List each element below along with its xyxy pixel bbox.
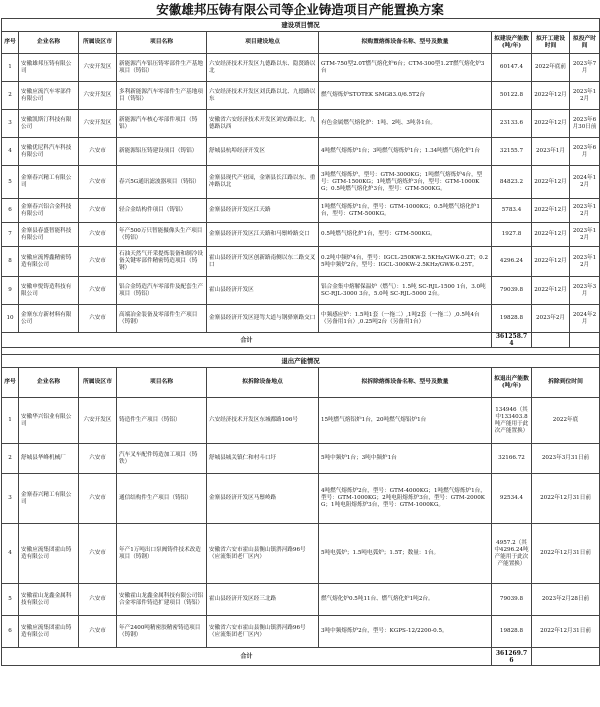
exit-cell: 2 (2, 444, 19, 474)
build-cell: 安徽雄邦压铸有限公司 (19, 54, 79, 82)
build-cell: 3 (2, 110, 19, 138)
build-cell: 六安开发区 (79, 82, 117, 110)
exit-cell: 安徽省六安市霍山县衡山镇淠河路96号（应流集团老厂区内） (207, 616, 319, 648)
exit-table-row (2, 444, 600, 474)
exit-column-header: 序号 (2, 368, 19, 398)
exit-total-label: 合计 (2, 648, 492, 666)
build-column-header: 项目建设地点 (207, 32, 319, 54)
exit-column-header: 企业名称 (19, 368, 79, 398)
build-cell: 19828.8 (492, 305, 532, 333)
exit-cell: 32166.72 (492, 444, 532, 474)
exit-cell: 霍山县经济开发区经三北路 (207, 584, 319, 616)
build-column-header: 拟开工建设时间 (532, 32, 570, 54)
build-cell: 铝合金铸造汽车零部件及配套生产项目（铸铝） (117, 277, 207, 305)
exit-cell: 2023年2月28日前 (532, 584, 600, 616)
exit-cell: 安徽省六安市霍山县衡山镇淠河路96号（应流集团老厂区内） (207, 524, 319, 584)
build-cell: 2022年12月 (532, 199, 570, 223)
build-cell: 金寨东方新材料有限公司 (19, 305, 79, 333)
exit-column-header: 所属设区市 (79, 368, 117, 398)
build-cell: 六安市 (79, 305, 117, 333)
exit-cell: 铸造件生产项目（铸铝） (117, 398, 207, 444)
build-cell: 安徽应流汽车零部件有限公司 (19, 82, 79, 110)
build-cell: 金寨春兴精工有限公司 (19, 166, 79, 199)
build-cell: 2023年6月 (570, 138, 600, 166)
build-cell: 2023年12月 (570, 82, 600, 110)
exit-cell: 安徽应流集团霍山铸造有限公司 (19, 616, 79, 648)
section-header-row (2, 355, 600, 368)
build-cell: 79039.8 (492, 277, 532, 305)
build-cell: 金寨县经济开发区江天路和马鬃岭路交口 (207, 223, 319, 247)
build-table-row (2, 54, 600, 82)
empty-cell (570, 333, 600, 348)
exit-cell: 5吨中频炉1台；3吨中频炉1台 (319, 444, 492, 474)
exit-cell: 金寨县经济开发区马鬃岭路 (207, 474, 319, 524)
build-cell: 4吨燃气熔炼炉1台；3吨燃气熔炼炉1台；1.34吨燃气熔化炉1台 (319, 138, 492, 166)
build-total-value: 361258.74 (492, 333, 532, 348)
build-cell: 2023年1月 (532, 138, 570, 166)
build-table-row (2, 138, 600, 166)
build-total-row (2, 333, 600, 348)
build-total-label: 合计 (2, 333, 492, 348)
build-cell: 2022年12月 (532, 223, 570, 247)
build-cell: 霍山县经济开发区创新路南侧以东二路交叉口 (207, 247, 319, 277)
exit-cell: 金寨春兴精工有限公司 (19, 474, 79, 524)
spacer-cell (2, 348, 600, 355)
build-cell: 金寨春兴铝合金科技有限公司 (19, 199, 79, 223)
exit-cell: 六安开发区 (79, 398, 117, 444)
build-cell: 金寨县现代产业园，金寨县长江路以东、重冲路以北 (207, 166, 319, 199)
build-cell: 舒城县杭埠经济开发区 (207, 138, 319, 166)
exit-cell: 通信结构件生产项目（铸铝） (117, 474, 207, 524)
exit-cell: 4吨燃气熔炼炉2台，型号：GTM-4000KG；1吨燃气熔炼炉1台，型号：GTM-1000KG；2吨电阻熔炼炉3台，型号：GTM-2000KG；1吨电阻熔炼炉3台，型号：GTM-1000KG。 (319, 474, 492, 524)
exit-table-row (2, 584, 600, 616)
exit-table-row (2, 616, 600, 648)
exit-table-row (2, 398, 600, 444)
build-column-header: 拟购置熔炼设备名称、型号及数量 (319, 32, 492, 54)
build-column-header: 企业名称 (19, 32, 79, 54)
build-cell: 8 (2, 247, 19, 277)
exit-table-row (2, 474, 600, 524)
exit-column-header: 项目名称 (117, 368, 207, 398)
exit-column-header: 拆除到位时间 (532, 368, 600, 398)
build-table-row (2, 277, 600, 305)
build-cell: 84823.2 (492, 166, 532, 199)
build-cell: 高端冶金装备及零部件生产项目（铸钢） (117, 305, 207, 333)
exit-cell: 汽车叉车配件铸造加工项目（铸铁） (117, 444, 207, 474)
build-cell: 23133.6 (492, 110, 532, 138)
exit-cell: 6 (2, 616, 19, 648)
build-cell: 2 (2, 82, 19, 110)
build-cell: 1吨燃气熔炼炉1台，型号：GTM-1000KG；0.5吨燃气熔化炉1台，型号：GTM-500KG。 (319, 199, 492, 223)
exit-cell: 年产2400吨精密胶精密铸造项目（铸钢） (117, 616, 207, 648)
build-cell: 年产500万只智能摄像头生产项目（铸铝） (117, 223, 207, 247)
exit-cell: 2023年3月31日前 (532, 444, 600, 474)
build-cell: 2024年12月 (570, 166, 600, 199)
exit-cell: 舒城县华峰机械厂 (19, 444, 79, 474)
build-table-row (2, 223, 600, 247)
build-cell: 2022年12月 (532, 110, 570, 138)
build-cell: GTM-750型2.0T燃气熔化炉6台；CTM-300型1.2T燃气熔化炉3台 (319, 54, 492, 82)
exit-total-row (2, 648, 600, 666)
build-cell: 2024年2月 (570, 305, 600, 333)
build-cell: 轻合金结构件项目（铸铝） (117, 199, 207, 223)
build-cell: 2023年12月 (570, 199, 600, 223)
build-cell: 10 (2, 305, 19, 333)
build-cell: 春兴5G通讯滤波器项目（铸铝） (117, 166, 207, 199)
build-cell: 六安开发区 (79, 54, 117, 82)
exit-cell: 六安市 (79, 616, 117, 648)
column-header-row (2, 368, 600, 398)
build-cell: 六安市 (79, 247, 117, 277)
build-cell: 石油天然气开采提炼装备和制冷设备关键零部件精密铸造项目（铸钢） (117, 247, 207, 277)
build-table-row (2, 247, 600, 277)
build-cell: 金寨县春盛智能科技有限公司 (19, 223, 79, 247)
exit-section-title: 退出产能情况 (2, 355, 600, 368)
build-table-row (2, 305, 600, 333)
exit-cell: 六安市 (79, 474, 117, 524)
build-cell: 新能源汽车铝压铸零部件生产基地项目（铸铝） (117, 54, 207, 82)
exit-cell: 六安市 (79, 524, 117, 584)
build-cell: 32155.7 (492, 138, 532, 166)
build-cell: 六安开发区 (79, 110, 117, 138)
build-cell: 安徽优尼科汽车科技有限公司 (19, 138, 79, 166)
build-cell: 0.5吨燃气熔化炉1台，型号：GTM-500KG。 (319, 223, 492, 247)
build-cell: 金寨县经济开发区江天路 (207, 199, 319, 223)
build-cell: 2023年12月 (570, 223, 600, 247)
build-cell: 0.2吨中频炉4台，型号：IGCL-250KW-2.5KHz/GWK-0.2T；0.25吨中频炉2台，型号：IGCL-300KW-2.5KHz/GWK-0.25T。 (319, 247, 492, 277)
build-section-title: 建设项目情况 (2, 19, 600, 32)
build-table-row (2, 110, 600, 138)
exit-table-row (2, 524, 600, 584)
build-cell: 2022年底前 (532, 54, 570, 82)
build-cell: 1927.8 (492, 223, 532, 247)
exit-cell: 134946（其中133403.8吨产能用于此次产能置换） (492, 398, 532, 444)
exit-cell: 3 (2, 474, 19, 524)
build-cell: 金寨县经济开发区迎驾大道与钢驿寨路交口 (207, 305, 319, 333)
build-cell: 4296.24 (492, 247, 532, 277)
build-cell: 中频感应炉：1.5吨1套（一拖二）,1吨2套（一拖二）,0.5吨4台（另备用1台）,0.25吨2台（另备用1台） (319, 305, 492, 333)
empty-cell (532, 648, 600, 666)
exit-cell: 5 (2, 584, 19, 616)
build-table-row (2, 166, 600, 199)
build-cell: 新能源铝压铸建设项目（铸铝） (117, 138, 207, 166)
exit-cell: 2022年12月31日前 (532, 616, 600, 648)
exit-cell: 4 (2, 524, 19, 584)
build-cell: 2022年12月 (532, 166, 570, 199)
spacer-row (2, 348, 600, 355)
build-column-header: 序号 (2, 32, 19, 54)
build-cell: 燃气熔炼炉STOTEK SMG83.0/6.5T2台 (319, 82, 492, 110)
exit-column-header: 拟拆除熔炼设备名称、型号及数量 (319, 368, 492, 398)
build-table-row (2, 82, 600, 110)
build-cell: 六安市 (79, 138, 117, 166)
exit-cell: 15吨燃气熔铝炉1台，20吨燃气熔铝炉1台 (319, 398, 492, 444)
exit-cell: 年产1万吨出口泵阀铸件技术改造项目（铸钢） (117, 524, 207, 584)
exit-cell: 2022年12月31日前 (532, 524, 600, 584)
exit-cell: 19828.8 (492, 616, 532, 648)
exit-column-header: 拟拆除设备地点 (207, 368, 319, 398)
build-cell: 安徽申悦铸造科技有限公司 (19, 277, 79, 305)
build-cell: 2023年2月 (532, 305, 570, 333)
build-cell: 3吨燃气熔炼炉，型号：GTM-3000KG；1吨燃气熔炼炉4台，型号：GTM-1500KG；1吨燃气熔炼炉3台，型号：GTM-1000KG；0.5吨燃气熔化炉3台，型号：GTM-500KG。 (319, 166, 492, 199)
exit-cell: 舒城县城关镇仁和村斗口圩 (207, 444, 319, 474)
exit-total-value: 361269.76 (492, 648, 532, 666)
build-cell: 2023年6月30日前 (570, 110, 600, 138)
exit-cell: 六安市 (79, 584, 117, 616)
build-cell: 5783.4 (492, 199, 532, 223)
column-header-row (2, 32, 600, 54)
build-cell: 六安市 (79, 223, 117, 247)
build-cell: 1 (2, 54, 19, 82)
build-column-header: 拟投产时间 (570, 32, 600, 54)
build-column-header: 拟建设产能数(吨/年) (492, 32, 532, 54)
exit-cell: 安徽应流集团霍山铸造有限公司 (19, 524, 79, 584)
exit-cell: 安徽霍山龙鑫金属科技有限公司 (19, 584, 79, 616)
build-cell: 50122.8 (492, 82, 532, 110)
exit-cell: 六安市 (79, 444, 117, 474)
build-cell: 铝合金集中熔解保温炉（燃气）：1.5吨 SC-RJL-1500 1台，3.0吨 SC-RJL-3000 3台，5.0吨 SC-RJL-5000 2台。 (319, 277, 492, 305)
build-cell: 60147.4 (492, 54, 532, 82)
build-table-row (2, 199, 600, 223)
exit-cell: 燃气熔化炉0.5吨11台、燃气熔化炉1吨2台。 (319, 584, 492, 616)
build-cell: 六安市 (79, 277, 117, 305)
exit-cell: 1 (2, 398, 19, 444)
build-cell: 2023年12月 (570, 247, 600, 277)
build-cell: 安徽省六安经济技术开发区刘安路以北、九德路以西 (207, 110, 319, 138)
empty-cell (532, 333, 570, 348)
build-cell: 安徽应流博鑫精密铸造有限公司 (19, 247, 79, 277)
build-cell: 有色金属燃气熔化炉：1吨、2吨、3吨各1台。 (319, 110, 492, 138)
build-cell: 2022年12月 (532, 247, 570, 277)
build-cell: 六安市 (79, 199, 117, 223)
build-cell: 新能源汽车核心零部件项目（铸铝） (117, 110, 207, 138)
exit-column-header: 拟退出产能数(吨/年) (492, 368, 532, 398)
exit-cell: 2022年12月31日前 (532, 474, 600, 524)
capacity-table (1, 18, 600, 666)
build-cell: 多利新能源汽车零部件生产基地项目（铸铝） (117, 82, 207, 110)
build-cell: 9 (2, 277, 19, 305)
build-cell: 4 (2, 138, 19, 166)
build-cell: 六安经济技术开发区刘氏路以北、九德路以东 (207, 82, 319, 110)
exit-cell: 92534.4 (492, 474, 532, 524)
build-cell: 7 (2, 223, 19, 247)
exit-cell: 安徽华兴铝业有限公司 (19, 398, 79, 444)
build-cell: 安徽凯斯汀科技有限公司 (19, 110, 79, 138)
build-cell: 2022年12月 (532, 82, 570, 110)
exit-cell: 六安经济技术开发区东城都路106号 (207, 398, 319, 444)
exit-cell: 4957.2（其中4296.24吨产能用于此次产能置换） (492, 524, 532, 584)
exit-cell: 5吨电弧炉；1.5吨电弧炉；1.5T；数量：1台。 (319, 524, 492, 584)
build-cell: 2022年12月 (532, 277, 570, 305)
build-cell: 六安市 (79, 166, 117, 199)
build-cell: 六安经济技术开发区九德路以东、隐贤路以北 (207, 54, 319, 82)
build-cell: 2023年7月 (570, 54, 600, 82)
build-cell: 2023年3月 (570, 277, 600, 305)
exit-cell: 3吨中频熔炼炉2台，型号：KGPS-12/2200-0.5。 (319, 616, 492, 648)
build-cell: 5 (2, 166, 19, 199)
document-title: 安徽雄邦压铸有限公司等企业铸造项目产能置换方案 (156, 2, 444, 17)
build-cell: 6 (2, 199, 19, 223)
exit-cell: 79039.8 (492, 584, 532, 616)
build-column-header: 项目名称 (117, 32, 207, 54)
build-column-header: 所属设区市 (79, 32, 117, 54)
section-header-row (2, 19, 600, 32)
build-cell: 霍山县经济开发区 (207, 277, 319, 305)
exit-cell: 2022年底 (532, 398, 600, 444)
exit-cell: 安徽霍山龙鑫金属科技有限公司铝合金零部件铸造扩建项目（铸铝） (117, 584, 207, 616)
